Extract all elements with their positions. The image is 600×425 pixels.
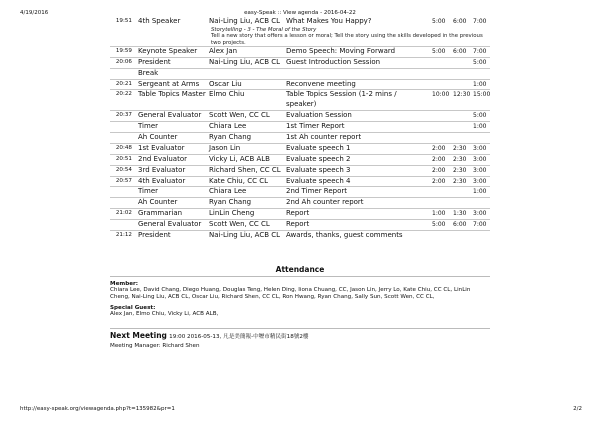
timing-red: 7:00: [473, 47, 487, 55]
agenda-row: [110, 110, 490, 121]
agenda-item-title: Evaluate speech 2: [286, 154, 351, 163]
timing-red: 5:00: [473, 112, 487, 120]
agenda-time: 20:54: [115, 166, 132, 173]
agenda-person: Scott Wen, CC CL: [209, 111, 270, 120]
agenda-role: President: [138, 231, 171, 240]
agenda-item-title: Evaluation Session: [286, 111, 352, 120]
timing-red: 15:00: [473, 91, 491, 99]
print-title: easy-Speak :: View agenda - 2016-04-22: [244, 10, 356, 16]
agenda-role: Table Topics Master: [138, 90, 206, 99]
timing-red: 5:00: [473, 58, 487, 66]
agenda-item-title: Evaluate speech 1: [286, 143, 351, 152]
timing-red: 1:00: [473, 80, 487, 88]
agenda-person: Chiara Lee: [209, 187, 247, 196]
agenda-item-title: 2nd Timer Report: [286, 187, 347, 196]
member-list: Chiara Lee, David Chang, Diego Huang, Douglas Teng, Helen Ding, Iiona Chuang, CC, Jason Lin, Jerry Lo, Kate Chiu, CC CL, LinLin Cheng, Nai-Ling Liu, ACB CL, Oscar Liu, Richard Shen, CC CL, Ron Hwang, Ryan Chang, Sally Sun, Scott Wen, CC CL,: [110, 287, 471, 300]
agenda-row: [110, 17, 490, 27]
timing-red: 3:00: [473, 155, 487, 163]
agenda-role: Ah Counter: [138, 133, 178, 142]
timing-yellow: 2:30: [453, 155, 467, 163]
timing-green: 2:00: [432, 144, 446, 152]
agenda-person: Chiara Lee: [209, 122, 247, 131]
agenda-role: General Evaluator: [138, 220, 202, 229]
agenda-row: [110, 154, 490, 165]
timing-red: 7:00: [473, 18, 487, 25]
agenda-role: Timer: [138, 187, 159, 196]
agenda-row: [110, 165, 490, 176]
print-url: http://easy-speak.org/viewagenda.php?t=135982&pr=1: [20, 406, 175, 412]
next-meeting-info: 19:00 2016-05-13, 凡是美簡報-中壢市精民街18號2樓: [169, 334, 309, 340]
timing-yellow: 2:30: [453, 166, 467, 174]
agenda-time: 19:51: [115, 18, 132, 24]
agenda-person: Scott Wen, CC CL: [209, 220, 270, 229]
page-number: 2/2: [573, 406, 582, 412]
timing-yellow: 1:30: [453, 210, 467, 218]
agenda-item-title: 2nd Ah counter report: [286, 198, 364, 207]
attendance-heading: Attendance: [110, 265, 490, 277]
agenda-time: 20:48: [115, 144, 132, 151]
agenda-row: [110, 197, 490, 208]
member-label: Member:: [110, 281, 138, 287]
agenda-role: 1st Evaluator: [138, 143, 185, 152]
agenda-time: 21:12: [115, 232, 132, 239]
timing-red: 7:00: [473, 221, 487, 229]
agenda-role: Grammarian: [138, 209, 183, 218]
timing-yellow: 2:30: [453, 177, 467, 185]
agenda-time: 20:51: [115, 155, 132, 162]
agenda-row: [110, 132, 490, 143]
agenda-time: 20:22: [115, 91, 132, 98]
agenda-role: General Evaluator: [138, 111, 202, 120]
agenda-row: [110, 46, 490, 57]
attendance-section: [110, 265, 490, 318]
agenda-row: [110, 143, 490, 154]
agenda-role: 4th Evaluator: [138, 176, 186, 185]
timing-yellow: 6:00: [453, 221, 467, 229]
agenda-row: [110, 230, 490, 241]
agenda-item-title: Evaluate speech 4: [286, 176, 351, 185]
agenda-item-title: Evaluate speech 3: [286, 165, 351, 174]
agenda-role: 3rd Evaluator: [138, 165, 186, 174]
agenda-table: [110, 17, 490, 241]
agenda-item-title: Table Topics Session (1-2 mins /: [286, 90, 397, 99]
timing-green: 2:00: [432, 166, 446, 174]
agenda-role: Keynote Speaker: [138, 46, 198, 55]
timing-red: 1:00: [473, 123, 487, 131]
timing-yellow: 6:00: [453, 18, 467, 25]
agenda-row: [110, 121, 490, 132]
agenda-role: Timer: [138, 122, 159, 131]
agenda-item-title: Guest Introduction Session: [286, 57, 381, 66]
agenda-role: 4th Speaker: [138, 17, 181, 25]
timing-red: 3:00: [473, 166, 487, 174]
agenda-item-title: Awards, thanks, guest comments: [286, 231, 403, 240]
agenda-item-title: What Makes You Happy?: [286, 17, 372, 25]
agenda-time: 20:21: [115, 80, 132, 87]
agenda-time: 20:57: [115, 177, 132, 184]
speech-project: Storytelling - 3 - The Moral of the Story: [211, 26, 317, 33]
agenda-item-title: speaker): [286, 100, 317, 109]
agenda-person: Ryan Chang: [209, 198, 252, 207]
agenda-person: Kate Chiu, CC CL: [209, 176, 268, 185]
agenda-row: [110, 219, 490, 230]
agenda-person: Ryan Chang: [209, 133, 252, 142]
timing-red: 1:00: [473, 188, 487, 196]
agenda-row: [110, 68, 490, 79]
timing-green: 2:00: [432, 177, 446, 185]
special-guest-label: Special Guest:: [110, 305, 156, 311]
agenda-role: 2nd Evaluator: [138, 154, 187, 163]
timing-red: 3:00: [473, 210, 487, 218]
speech-objective: Tell a new story that offers a lesson or moral; Tell the story using the skills developed in the previous two projects.: [211, 33, 483, 46]
agenda-row: [110, 176, 490, 187]
agenda-item-title: Demo Speech: Moving Forward: [286, 46, 396, 55]
agenda-person: Vicky Li, ACB ALB: [209, 154, 270, 163]
agenda-row: [110, 57, 490, 68]
agenda-row: [110, 208, 490, 219]
agenda-time: 20:37: [115, 112, 132, 119]
agenda-person: Oscar Liu: [209, 79, 242, 88]
agenda-person: Nai-Ling Liu, ACB CL: [209, 231, 281, 240]
agenda-item-title: 1st Timer Report: [286, 122, 345, 131]
agenda-time: 21:02: [115, 210, 132, 217]
agenda-row: [110, 89, 490, 100]
timing-yellow: 2:30: [453, 144, 467, 152]
timing-green: 5:00: [432, 18, 446, 25]
timing-yellow: 6:00: [453, 47, 467, 55]
agenda-role: Sergeant at Arms: [138, 79, 200, 88]
agenda-role: Break: [138, 68, 159, 77]
meeting-manager: Meeting Manager: Richard Shen: [110, 343, 200, 349]
agenda-row: [110, 186, 490, 197]
agenda-item-title: Reconvene meeting: [286, 79, 356, 88]
timing-green: 5:00: [432, 47, 446, 55]
agenda-time: 20:06: [115, 58, 132, 65]
timing-green: 10:00: [432, 91, 450, 99]
agenda-item-title: Report: [286, 209, 310, 218]
agenda-row: [110, 100, 490, 110]
agenda-person: Alex Jan: [209, 46, 238, 55]
timing-red: 3:00: [473, 144, 487, 152]
agenda-person: Jason Lin: [209, 143, 241, 152]
speech-description: [110, 27, 490, 46]
agenda-person: Richard Shen, CC CL: [209, 165, 281, 174]
timing-green: 1:00: [432, 210, 446, 218]
print-date: 4/19/2016: [20, 10, 49, 16]
timing-red: 3:00: [473, 177, 487, 185]
timing-yellow: 12:30: [453, 91, 471, 99]
agenda-role: President: [138, 57, 171, 66]
agenda-person: Nai-Ling Liu, ACB CL: [209, 57, 281, 66]
agenda-item-title: Report: [286, 220, 310, 229]
special-guest-list: Alex Jan, Elmo Chiu, Vicky Li, ACB ALB,: [110, 311, 219, 317]
timing-green: 2:00: [432, 155, 446, 163]
agenda-row: [110, 79, 490, 90]
agenda-person: Elmo Chiu: [209, 90, 245, 99]
timing-green: 5:00: [432, 221, 446, 229]
agenda-item-title: 1st Ah counter report: [286, 133, 362, 142]
agenda-time: 19:59: [115, 47, 132, 54]
agenda-role: Ah Counter: [138, 198, 178, 207]
next-meeting-label: Next Meeting: [110, 331, 167, 340]
agenda-person: LinLin Cheng: [209, 209, 255, 218]
agenda-person: Nai-Ling Liu, ACB CL: [209, 17, 281, 25]
next-meeting-section: [110, 328, 490, 349]
